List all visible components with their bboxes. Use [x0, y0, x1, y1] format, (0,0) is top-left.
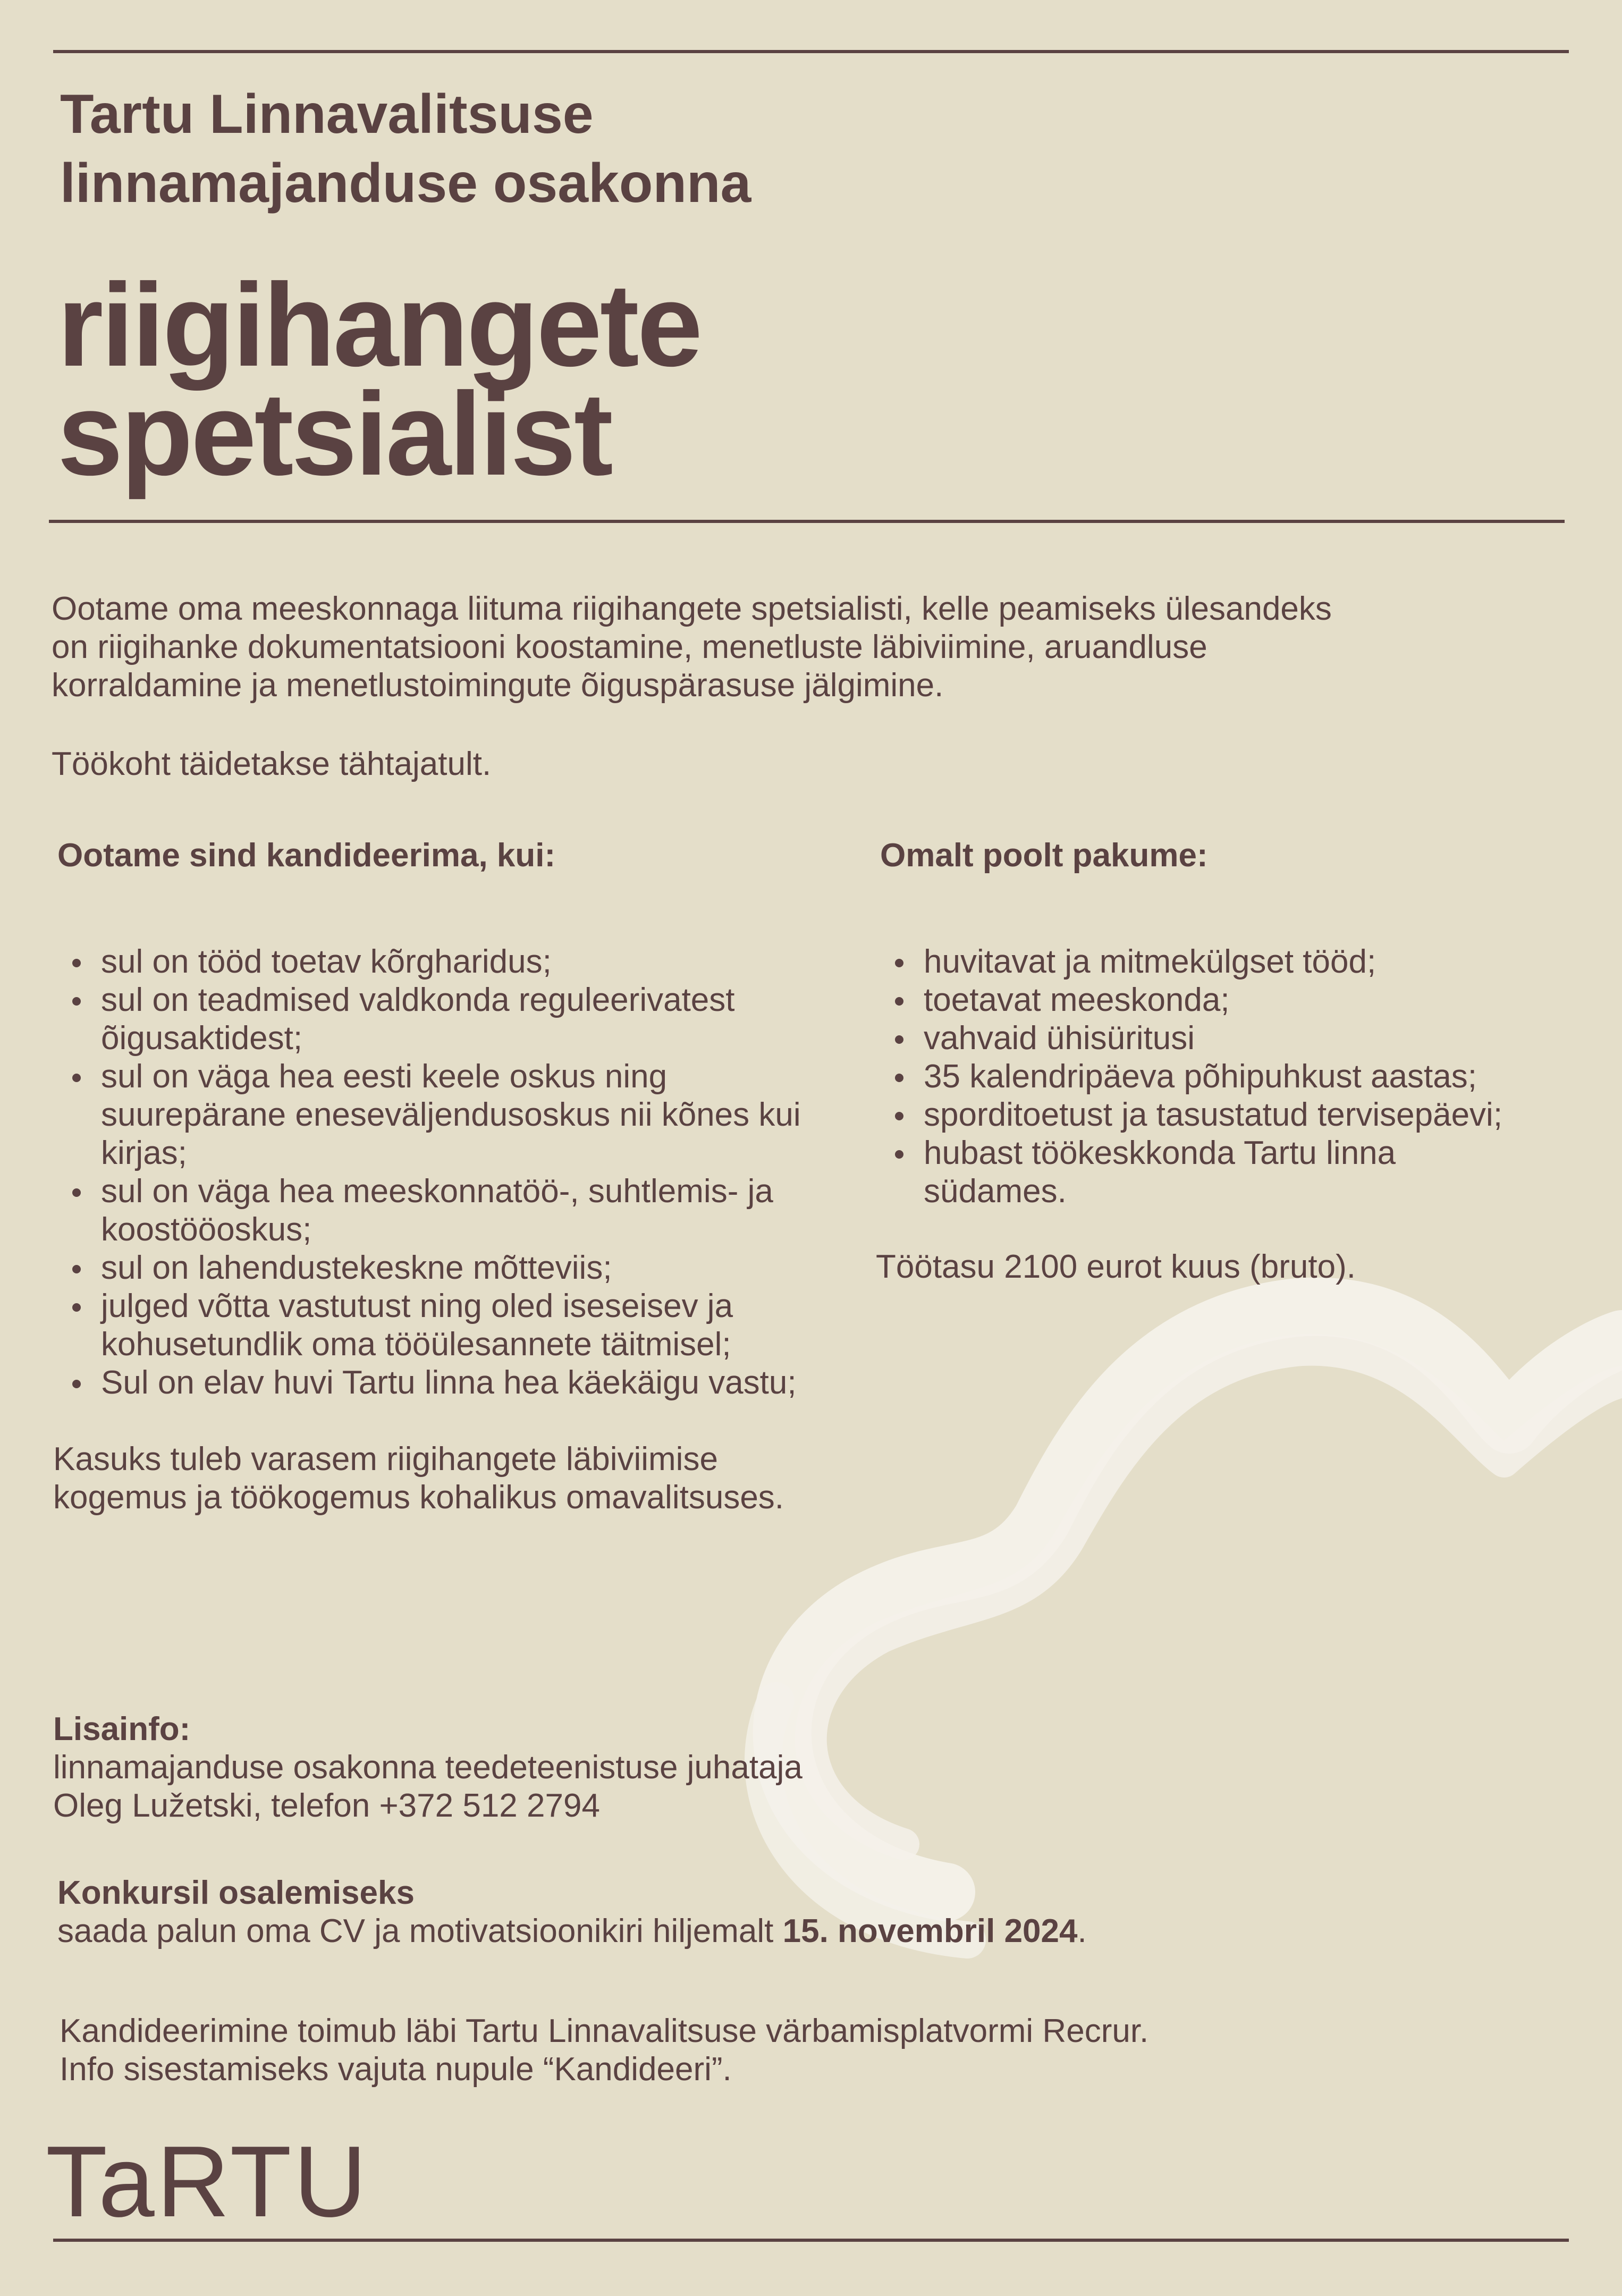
intro-line: korraldamine ja menetlustoimingute õiguspärasuse jälgimine. [52, 667, 944, 704]
contact-line: linnamajanduse osakonna teedeteenistuse juhataja [53, 1749, 802, 1786]
intro-line: on riigihanke dokumentatsiooni koostamine, menetluste läbiviimine, aruandluse [52, 629, 1207, 665]
list-item: sul on tööd toetav kõrgharidus; [57, 943, 865, 981]
application-deadline: 15. novembril 2024 [782, 1913, 1078, 1949]
job-title [57, 259, 701, 500]
list-item: vahvaid ühisüritusi [880, 1019, 1571, 1058]
list-item: sporditoetust ja tasustatud tervisepäevi; [880, 1096, 1571, 1134]
top-rule [53, 50, 1569, 53]
contact-info [53, 1710, 802, 1825]
job-title-line-1: riigihangete [57, 259, 701, 391]
organization-line-1: Tartu Linnavalitsuse [60, 83, 594, 145]
requirements-heading: Ootame sind kandideerima, kui: [57, 837, 556, 874]
application-heading: Konkursil osalemiseks [57, 1875, 415, 1911]
advantage-note: Kasuks tuleb varasem riigihangete läbiviimise kogemus ja töökogemus kohalikus omavalitsuses. [53, 1441, 784, 1516]
list-item: sul on väga hea eesti keele oskus ning suurepärane eneseväljendusoskus nii kõnes kui kirjas; [57, 1058, 865, 1172]
list-item: huvitavat ja mitmekülgset tööd; [880, 943, 1571, 981]
list-item: hubast töökeskkonda Tartu linna südames. [880, 1134, 1571, 1211]
title-rule [49, 520, 1565, 523]
list-item: toetavat meeskonda; [880, 981, 1571, 1019]
employment-term: Töökoht täidetakse tähtajatult. [52, 746, 492, 782]
requirements-list [57, 943, 865, 1402]
contact-heading: Lisainfo: [53, 1711, 191, 1748]
platform-info: Kandideerimine toimub läbi Tartu Linnavalitsuse värbamisplatvormi Recrur. Info sisestamiseks vajuta nupule “Kandideeri”. [60, 2013, 1149, 2088]
list-item: Sul on elav huvi Tartu linna hea käekäigu vastu; [57, 1364, 865, 1402]
list-item: sul on teadmised valdkonda reguleerivatest õigusaktidest; [57, 981, 865, 1058]
list-item: sul on lahendustekeskne mõtteviis; [57, 1249, 865, 1287]
tartu-logo: TaRTU [46, 2125, 369, 2238]
offer-list [880, 943, 1571, 1211]
bottom-rule [53, 2239, 1569, 2242]
application-deadline-line: saada palun oma CV ja motivatsioonikiri hiljemalt 15. novembril 2024. [57, 1913, 1087, 1949]
salary-info: Töötasu 2100 eurot kuus (bruto). [876, 1248, 1356, 1285]
job-title-line-2: spetsialist [57, 368, 611, 500]
intro-line: Ootame oma meeskonnaga liituma riigihangete spetsialisti, kelle peamiseks ülesandeks [52, 590, 1332, 627]
intro-paragraph [52, 590, 1332, 705]
list-item: 35 kalendripäeva põhipuhkust aastas; [880, 1058, 1571, 1096]
contact-line: Oleg Lužetski, telefon +372 512 2794 [53, 1787, 600, 1824]
organization-name [60, 80, 751, 218]
list-item: julged võtta vastutust ning oled iseseisev ja kohusetundlik oma tööülesannete täitmisel; [57, 1287, 865, 1364]
offer-heading: Omalt poolt pakume: [880, 837, 1208, 874]
list-item: sul on väga hea meeskonnatöö-, suhtlemis- ja koostööoskus; [57, 1172, 865, 1249]
organization-line-2: linnamajanduse osakonna [60, 153, 751, 214]
application-info [57, 1874, 1087, 1951]
